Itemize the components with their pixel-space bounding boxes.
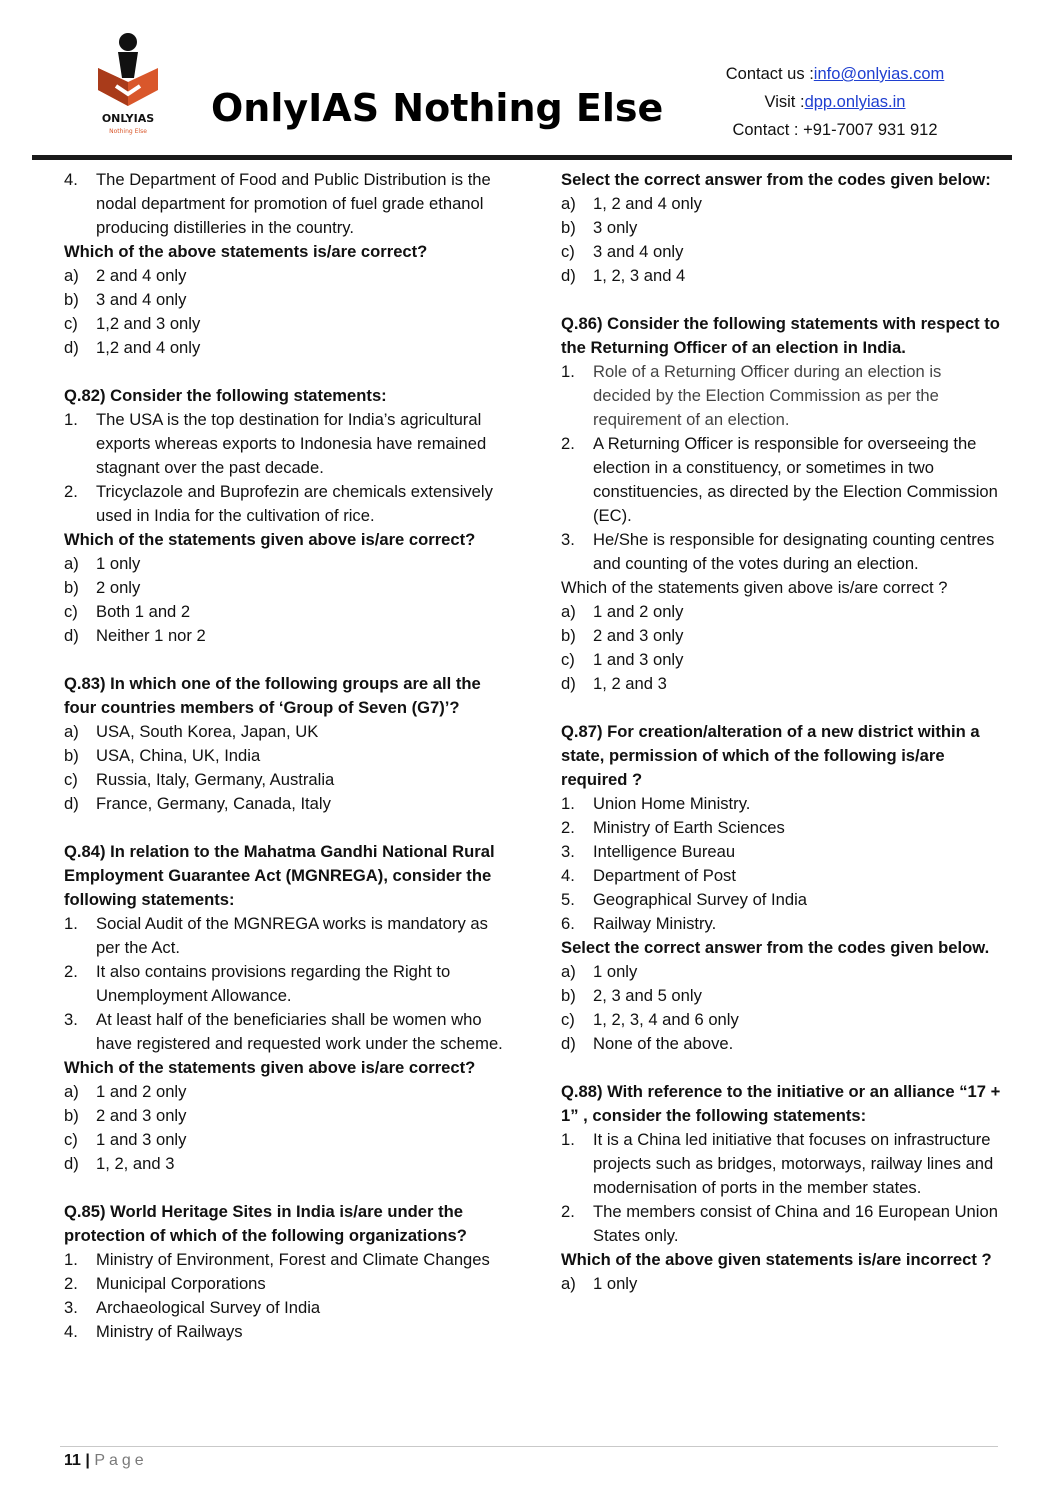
list-item: 1. It is a China led initiative that focuses on infrastructure projects such as bridges, motorways, railway lines and modernisation of ports in the member states.	[561, 1130, 994, 1197]
option-item: b) 2, 3 and 5 only	[561, 986, 702, 1005]
question-prompt: Which of the above statements is/are correct?	[64, 242, 428, 261]
svg-text:Nothing Else: Nothing Else	[109, 128, 147, 135]
option-item: b) 2 and 3 only	[64, 1106, 187, 1125]
list-item: 1. The USA is the top destination for India’s agricultural exports whereas exports to Indonesia have remained stagnant over the past decade.	[64, 410, 487, 477]
website-link[interactable]: dpp.onlyias.in	[804, 93, 906, 111]
list-item: 2. Municipal Corporations	[64, 1274, 266, 1293]
option-item: a) USA, South Korea, Japan, UK	[64, 722, 319, 741]
option-item: a) 1 and 2 only	[561, 602, 684, 621]
option-item: a) 1 only	[561, 1274, 638, 1293]
question-prompt: Select the correct answer from the codes given below.	[561, 938, 990, 957]
option-item: d) Neither 1 nor 2	[64, 626, 206, 645]
question-prompt: Which of the statements given above is/are correct ?	[561, 578, 948, 597]
option-item: b) 3 only	[561, 218, 638, 237]
list-item: 2. The members consist of China and 16 European Union States only.	[561, 1202, 998, 1245]
list-item: 2. Tricyclazole and Buprofezin are chemicals extensively used in India for the cultivation of rice.	[64, 482, 493, 525]
option-item: c) 1,2 and 3 only	[64, 314, 201, 333]
list-item: 1. Social Audit of the MGNREGA works is mandatory as per the Act.	[64, 914, 488, 957]
question-88-title: Q.88) With reference to the initiative or an alliance “17 + 1” , consider the following statements:	[561, 1082, 1001, 1125]
option-item: c) 3 and 4 only	[561, 242, 684, 261]
list-item: 4. Ministry of Railways	[64, 1322, 243, 1341]
left-column	[64, 168, 509, 1344]
option-item: a) 2 and 4 only	[64, 266, 187, 285]
option-item: a) 1 and 2 only	[64, 1082, 187, 1101]
email-link[interactable]: info@onlyias.com	[813, 65, 945, 83]
list-item: 6. Railway Ministry.	[561, 914, 717, 933]
list-item: 1. Union Home Ministry.	[561, 794, 751, 813]
option-item: d) France, Germany, Canada, Italy	[64, 794, 331, 813]
list-item: 3. Intelligence Bureau	[561, 842, 736, 861]
option-item: b) 3 and 4 only	[64, 290, 187, 309]
option-item: a) 1 only	[64, 554, 141, 573]
option-item: b) 2 only	[64, 578, 141, 597]
option-item: c) Both 1 and 2	[64, 602, 191, 621]
option-item: d) 1, 2, 3 and 4	[561, 266, 686, 285]
question-86-title: Q.86) Consider the following statements with respect to the Returning Officer of an election in India.	[561, 314, 1000, 357]
list-item: 4. The Department of Food and Public Distribution is the nodal department for promotion of fuel grade ethanol producing distilleries in the country.	[64, 170, 491, 237]
option-item: a) 1, 2 and 4 only	[561, 194, 702, 213]
question-prompt: Which of the statements given above is/are correct?	[64, 530, 476, 549]
header-divider	[32, 155, 1012, 160]
list-item: 2. Ministry of Earth Sciences	[561, 818, 785, 837]
option-item: c) 1 and 3 only	[64, 1130, 187, 1149]
question-prompt: Select the correct answer from the codes given below:	[561, 170, 991, 189]
list-item: 2. A Returning Officer is responsible for overseeing the election in a constituency, or sometimes in two constituencies, as directed by the Election Commission (EC).	[561, 434, 998, 525]
option-item: c) 1, 2, 3, 4 and 6 only	[561, 1010, 739, 1029]
list-item: 1. Ministry of Environment, Forest and Climate Changes	[64, 1250, 490, 1269]
option-item: a) 1 only	[561, 962, 638, 981]
option-item: d) 1, 2, and 3	[64, 1154, 175, 1173]
option-item: b) USA, China, UK, India	[64, 746, 261, 765]
svg-text:ONLYIAS: ONLYIAS	[101, 112, 155, 125]
option-item: d) 1,2 and 4 only	[64, 338, 201, 357]
list-item: 2. It also contains provisions regarding the Right to Unemployment Allowance.	[64, 962, 451, 1005]
onlyias-logo	[92, 30, 164, 138]
page-number: 11	[64, 1452, 81, 1469]
list-item: 3. Archaeological Survey of India	[64, 1298, 321, 1317]
question-85-title: Q.85) World Heritage Sites in India is/are under the protection of which of the following organizations?	[64, 1202, 467, 1245]
list-item: 1. Role of a Returning Officer during an election is decided by the Election Commission as per the requirement of an election.	[561, 362, 942, 429]
question-87-title: Q.87) For creation/alteration of a new district within a state, permission of which of the following is/are required ?	[561, 722, 980, 789]
contact-block: Contact us :info@onlyias.com Visit :dpp.onlyias.in Contact : +91-7007 931 912	[690, 60, 980, 144]
option-item: d) None of the above.	[561, 1034, 734, 1053]
question-prompt: Which of the above given statements is/are incorrect ?	[561, 1250, 992, 1269]
list-item: 3. He/She is responsible for designating counting centres and counting of the votes during an election.	[561, 530, 995, 573]
option-item: c) 1 and 3 only	[561, 650, 684, 669]
option-item: b) 2 and 3 only	[561, 626, 684, 645]
question-83-title: Q.83) In which one of the following groups are all the four countries members of ‘Group of Seven (G7)’?	[64, 674, 481, 717]
phone-line: Contact : +91-7007 931 912	[732, 121, 938, 139]
list-item: 3. At least half of the beneficiaries shall be women who have registered and requested work under the scheme.	[64, 1010, 503, 1053]
list-item: 4. Department of Post	[561, 866, 736, 885]
page-header	[0, 0, 1058, 160]
page-label: Page	[94, 1452, 148, 1469]
option-item: d) 1, 2 and 3	[561, 674, 667, 693]
question-82-title: Q.82) Consider the following statements:	[64, 386, 387, 405]
brand-title: OnlyIAS Nothing Else	[211, 86, 664, 130]
option-item: c) Russia, Italy, Germany, Australia	[64, 770, 335, 789]
footer-divider	[60, 1446, 998, 1447]
question-84-title: Q.84) In relation to the Mahatma Gandhi National Rural Employment Guarantee Act (MGNREGA), consider the following statements:	[64, 842, 495, 909]
list-item: 5. Geographical Survey of India	[561, 890, 808, 909]
page-footer: 11 | Page	[64, 1452, 148, 1469]
right-column	[561, 168, 1001, 1296]
question-prompt: Which of the statements given above is/are correct?	[64, 1058, 476, 1077]
